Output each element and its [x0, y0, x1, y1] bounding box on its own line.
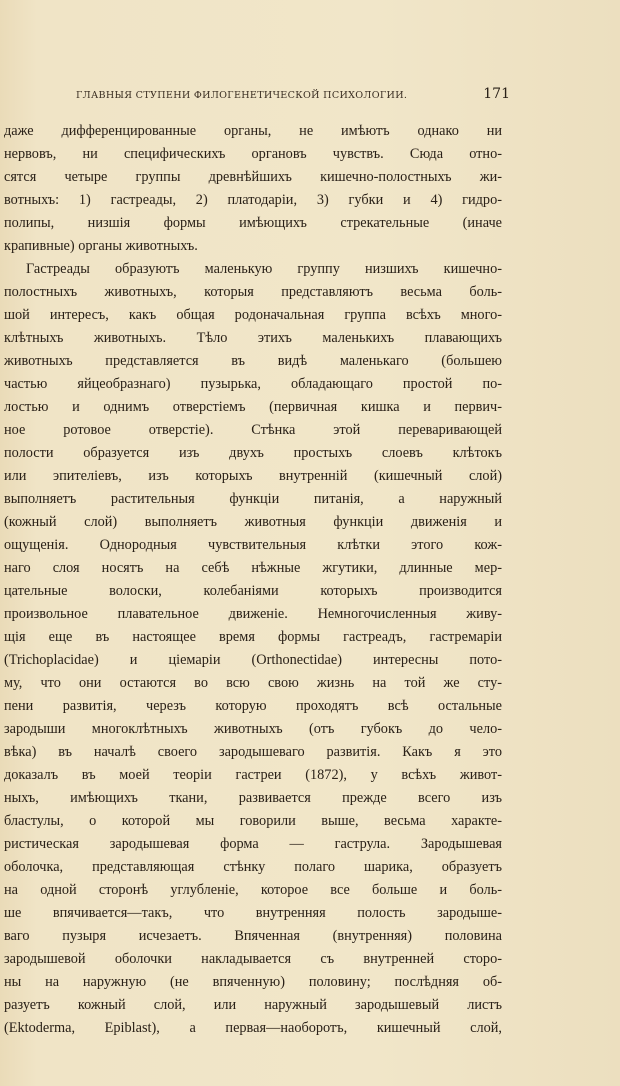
text-line: цательные волоски, колебаніями которыхъ производится: [4, 583, 502, 599]
text-line: му, что они остаются во всю свою жизнь на той же сту-: [4, 675, 502, 691]
body-text: [4, 120, 502, 1040]
text-line: щія еще въ настоящее время формы гастреадъ, гастремаріи: [4, 629, 502, 645]
text-line: оболочка, представляющая стѣнку полаго шарика, образуетъ: [4, 859, 502, 875]
text-line: на одной сторонѣ углубленіе, которое все больше и боль-: [4, 882, 502, 898]
text-line: (Trichoplacidae) и ціемаріи (Orthonectidae) интересны пото-: [4, 652, 502, 668]
text-line: доказалъ въ моей теоріи гастреи (1872), у всѣхъ живот-: [4, 767, 502, 783]
text-line: зародышевой оболочки накладывается съ внутренней сторо-: [4, 951, 502, 967]
running-header: [76, 86, 510, 102]
text-line: ны на наружную (не впяченную) половину; послѣдняя об-: [4, 974, 502, 990]
text-line: пени развитія, черезъ которую проходятъ всѣ остальные: [4, 698, 502, 714]
text-line: даже дифференцированные органы, не имѣютъ однако ни: [4, 123, 502, 139]
text-line: ощущенія. Однородныя чувствительныя клѣтки этого кож-: [4, 537, 502, 553]
text-line: Гастреады образуютъ маленькую группу низшихъ кишечно-: [26, 261, 502, 277]
text-line: сятся четыре группы древнѣйшихъ кишечно-полостныхъ жи-: [4, 169, 502, 185]
text-line: клѣтныхъ животныхъ. Тѣло этихъ маленькихъ плавающихъ: [4, 330, 502, 346]
text-line: ныхъ, имѣющихъ ткани, развивается прежде всего изъ: [4, 790, 502, 806]
text-line: ше впячивается—такъ, что внутренняя полость зародыше-: [4, 905, 502, 921]
text-line: ное ротовое отверстіе). Стѣнка этой переваривающей: [4, 422, 502, 438]
text-line: полости образуется изъ двухъ простыхъ слоевъ клѣтокъ: [4, 445, 502, 461]
text-line: крапивные) органы животныхъ.: [4, 238, 198, 254]
text-line: ваго пузыря исчезаетъ. Впяченная (внутренняя) половина: [4, 928, 502, 944]
text-line: или эпителіевъ, изъ которыхъ внутренній (кишечный слой): [4, 468, 502, 484]
text-line: полипы, низшія формы имѣющихъ стрекательные (иначе: [4, 215, 502, 231]
text-line: ристическая зародышевая форма — гаструла. Зародышевая: [4, 836, 502, 852]
text-line: (Ektoderma, Epiblast), а первая—наоборотъ, кишечный слой,: [4, 1020, 502, 1036]
text-line: произвольное плавательное движеніе. Немногочисленныя живу-: [4, 606, 502, 622]
text-line: вѣка) въ началѣ своего зародышеваго развитія. Какъ я это: [4, 744, 502, 760]
text-line: зародыши многоклѣтныхъ животныхъ (отъ губокъ до чело-: [4, 721, 502, 737]
text-line: наго слоя носятъ на себѣ нѣжные жгутики, длинные мер-: [4, 560, 502, 576]
text-line: (кожный слой) выполняетъ животныя функціи движенія и: [4, 514, 502, 530]
text-line: бластулы, о которой мы говорили выше, весьма характе-: [4, 813, 502, 829]
running-title: ГЛАВНЫЯ СТУПЕНИ ФИЛОГЕНЕТИЧЕСКОЙ ПСИХОЛОГИИ.: [76, 90, 408, 101]
page-number: 171: [483, 86, 510, 102]
text-line: разуетъ кожный слой, или наружный зародышевый листъ: [4, 997, 502, 1013]
text-line: животныхъ представляется въ видѣ маленькаго (большею: [4, 353, 502, 369]
text-line: шой интересъ, какъ общая родоначальная группа всѣхъ много-: [4, 307, 502, 323]
text-line: полостныхъ животныхъ, которыя представляютъ весьма боль-: [4, 284, 502, 300]
text-line: нервовъ, ни специфическихъ органовъ чувствъ. Сюда отно-: [4, 146, 502, 162]
text-line: частью яйцеобразнаго) пузырька, обладающаго простой по-: [4, 376, 502, 392]
text-line: выполняетъ растительныя функціи питанія, а наружный: [4, 491, 502, 507]
text-line: лостью и однимъ отверстіемъ (первичная кишка и первич-: [4, 399, 502, 415]
text-line: вотныхъ: 1) гастреады, 2) платодаріи, 3) губки и 4) гидро-: [4, 192, 502, 208]
